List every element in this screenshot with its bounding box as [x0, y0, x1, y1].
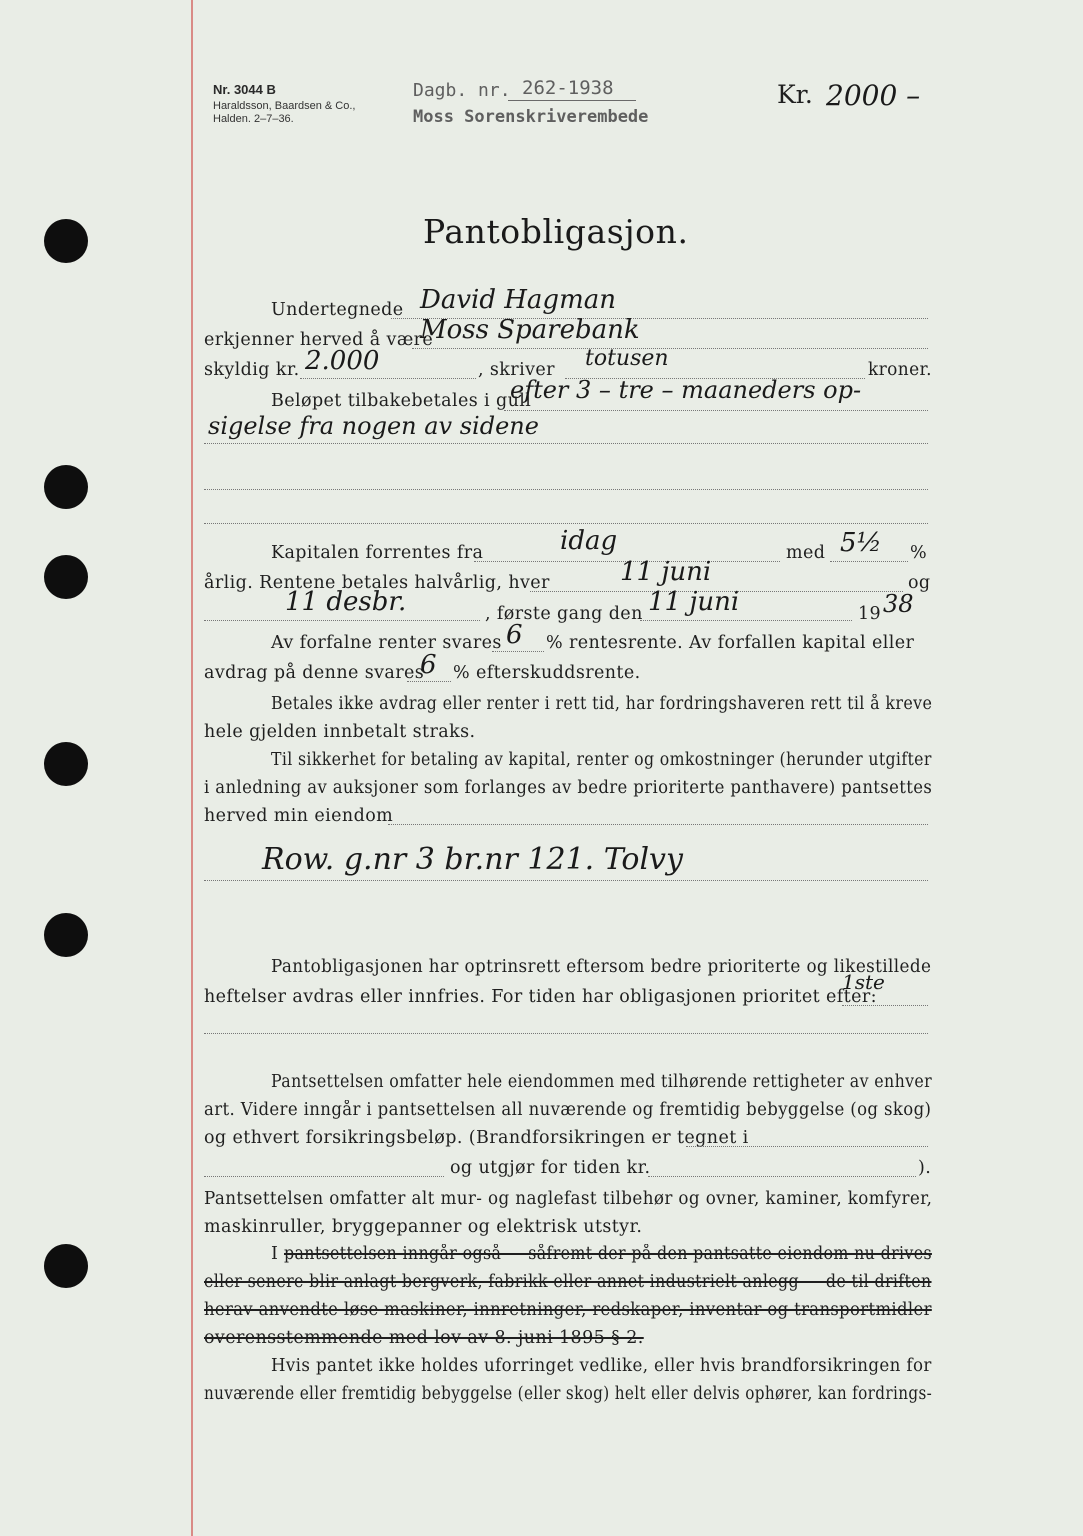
field-label: Undertegnede	[271, 300, 404, 320]
dagbok-label: Dagb. nr.	[413, 80, 511, 101]
field-label: skyldig kr.	[204, 360, 300, 380]
field-label: og	[908, 573, 931, 593]
year-prefix: 19	[858, 604, 882, 624]
compound-rate: 6	[506, 620, 523, 650]
document-title: Pantobligasjon.	[423, 212, 689, 251]
punch-hole	[44, 913, 88, 957]
body-text: ).	[918, 1158, 932, 1178]
printer-line: Haraldsson, Baardsen & Co.,	[213, 100, 356, 112]
repayment-terms: sigelse fra nogen av sidene	[208, 412, 539, 440]
struck-text: pantsettelsen inngår også — såfremt der på den pantsatte eiendom nu drives	[284, 1244, 932, 1264]
body-text: Til sikkerhet for betaling av kapital, renter og omkostninger (herunder utgifter	[271, 750, 932, 770]
office-stamp: Moss Sorenskriverembede	[413, 107, 649, 127]
amount-words: totusen	[585, 346, 669, 371]
body-text: i anledning av auksjoner som forlanges av bedre prioriterte panthavere) pantsettes	[204, 778, 933, 798]
field-label: årlig. Rentene betales halvårlig, hver	[204, 573, 550, 593]
field-label: Beløpet tilbakebetales i gull	[271, 391, 532, 411]
priority-value: 1ste	[842, 970, 885, 994]
punch-hole	[44, 219, 88, 263]
body-text: og utgjør for tiden kr.	[450, 1158, 651, 1178]
interest-date: 11 juni	[620, 557, 712, 587]
interest-rate: 5½	[840, 528, 882, 558]
field-label: , første gang den	[485, 604, 643, 624]
body-text: I	[271, 1244, 279, 1264]
body-text: Pantsettelsen omfatter hele eiendommen med tilhørende rettigheter av enhver	[271, 1072, 933, 1092]
creditor-name: Moss Sparebank	[420, 315, 640, 345]
printer-line: Halden. 2–7–36.	[213, 113, 294, 125]
body-text: art. Videre inngår i pantsettelsen all nuværende og fremtidig bebyggelse (og skog)	[204, 1100, 932, 1120]
body-text: hele gjelden innbetalt straks.	[204, 722, 476, 742]
body-text: herved min eiendom	[204, 806, 394, 826]
arrears-rate: 6	[420, 650, 437, 680]
body-text: % efterskuddsrente.	[453, 663, 641, 683]
dagbok-number: 262-1938	[522, 77, 614, 99]
interest-date: 11 desbr.	[285, 587, 407, 617]
struck-text: overensstemmende med lov av 8. juni 1895 § 2.	[204, 1328, 644, 1348]
field-label: erkjenner herved å være	[204, 330, 434, 350]
punch-hole	[44, 555, 88, 599]
signer-name: David Hagman	[420, 285, 616, 315]
body-text: maskinruller, bryggepanner og elektrisk utstyr.	[204, 1217, 643, 1237]
punch-hole	[44, 742, 88, 786]
body-text: Pantsettelsen omfatter alt mur- og naglefast tilbehør og ovner, kaminer, komfyrer,	[204, 1189, 933, 1209]
kr-amount: 2000 –	[826, 79, 921, 112]
first-payment-date: 11 juni	[648, 587, 740, 617]
property-description: Row. g.nr 3 br.nr 121. Tolvy	[262, 842, 683, 877]
form-number: Nr. 3044 B	[213, 82, 276, 97]
field-label: med	[786, 543, 826, 563]
field-label: Kapitalen forrentes fra	[271, 543, 484, 563]
body-text: avdrag på denne svares	[204, 663, 425, 683]
repayment-terms: efter 3 – tre – maaneders op-	[510, 376, 862, 404]
body-text: og ethvert forsikringsbeløp. (Brandforsikringen er tegnet i	[204, 1128, 749, 1148]
body-text: % rentesrente. Av forfallen kapital eller	[546, 633, 915, 653]
body-text: Betales ikke avdrag eller renter i rett tid, har fordringshaveren rett til å kreve	[271, 694, 933, 714]
body-text: nuværende eller fremtidig bebyggelse (eller skog) helt eller delvis ophører, kan fordrings-	[204, 1384, 933, 1404]
body-text: Pantobligasjonen har optrinsrett eftersom bedre prioriterte og likestillede	[271, 957, 932, 977]
kr-label: Kr.	[777, 80, 813, 109]
percent-sign: %	[910, 543, 928, 563]
punch-hole	[44, 1244, 88, 1288]
year-value: 38	[883, 590, 914, 618]
interest-start: idag	[560, 526, 618, 556]
amount-digits: 2.000	[305, 346, 380, 376]
struck-text: eller senere blir anlagt bergverk, fabrikk eller annet industrielt anlegg — de til driften	[204, 1272, 932, 1292]
body-text: heftelser avdras eller innfries. For tiden har obligasjonen prioritet efter:	[204, 987, 877, 1007]
body-text: Av forfalne renter svares	[271, 633, 502, 653]
field-label: , skriver	[478, 360, 555, 380]
punch-hole	[44, 465, 88, 509]
struck-text: herav anvendte løse maskiner, innretninger, redskaper, inventar og transportmidler	[204, 1300, 932, 1320]
field-label: kroner.	[868, 360, 932, 380]
margin-rule	[191, 0, 193, 1536]
body-text: Hvis pantet ikke holdes uforringet vedlike, eller hvis brandforsikringen for	[271, 1356, 932, 1376]
